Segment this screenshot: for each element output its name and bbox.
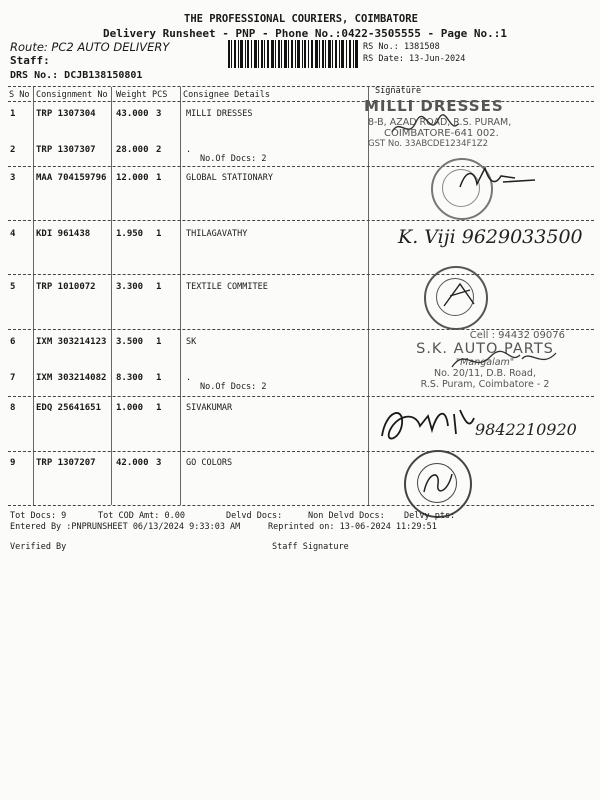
row-consignee: . [186,373,192,383]
row-consignment: IXM 303214082 [36,373,107,383]
delivered-docs: Delvd Docs: [226,511,283,521]
runsheet-title: Delivery Runsheet - PNP - Phone No.:0422-3505555 - Page No.:1 [103,27,507,40]
table-top-rule [8,86,594,87]
col-pcs: PCS [152,90,168,100]
row-sno: 8 [10,403,16,413]
row-consignment: MAA 704159796 [36,173,107,183]
stamp-city: COIMBATORE-641 002. [384,128,499,139]
row-weight: 1.950 [116,229,144,239]
row-sno: 9 [10,458,16,468]
row-consignee: . [186,145,192,155]
row-sno: 4 [10,229,16,239]
row-consignee: SIVAKUMAR [186,403,233,413]
table-bottom-rule [8,505,594,506]
row-consignment: KDI 961438 [36,229,91,239]
row-weight: 28.000 [116,145,149,155]
stamp-title: MILLI DRESSES [364,97,504,115]
row-consignment: TRP 1307304 [36,109,96,119]
signature-scribble [455,162,540,197]
handwritten-signature: K. Viji 9629033500 [398,226,583,248]
rs-date: RS Date: 13-Jun-2024 [363,54,466,64]
row-sno: 3 [10,173,16,183]
col-signature: Signature [375,86,422,96]
stamp-address: R.S. Puram, Coimbatore - 2 [420,379,550,390]
col-divider [368,87,369,505]
row-consignment: TRP 1010072 [36,282,96,292]
entered-by: Entered By :PNPRUNSHEET 06/13/2024 9:33:03 AM [10,522,241,532]
row-docs: No.Of Docs: 2 [200,154,267,164]
row-weight: 3.300 [116,282,144,292]
row-consignee: GO COLORS [186,458,233,468]
row-separator [8,451,594,452]
stamp-gst: GST No. 33ABCDE1234F1Z2 [368,139,489,149]
reprinted-on: Reprinted on: 13-06-2024 11:29:51 [268,522,437,532]
row-consignment: TRP 1307207 [36,458,96,468]
col-weight: Weight [116,90,147,100]
stamp-address: 8-B, AZAD ROAD, R.S. PURAM, [368,117,512,128]
row-sno: 1 [10,109,16,119]
row-pcs: 1 [156,173,162,183]
row-consignment: IXM 303214123 [36,337,107,347]
row-sno: 7 [10,373,16,383]
row-consignment: TRP 1307307 [36,145,96,155]
row-sno: 5 [10,282,16,292]
row-weight: 12.000 [116,173,149,183]
stamp-cell: Cell : 94432 09076 [469,330,565,341]
drs-number: DRS No.: DCJB138150801 [10,70,143,81]
stamp-title: S.K. AUTO PARTS [416,341,554,357]
company-title: THE PROFESSIONAL COURIERS, COIMBATORE [184,13,418,25]
row-pcs: 1 [156,282,162,292]
delivery-points: Delvy pts: [404,511,456,521]
row-pcs: 1 [156,373,162,383]
col-divider [180,87,181,505]
total-cod: Tot COD Amt: 0.00 [98,511,185,521]
row-pcs: 2 [156,145,162,155]
row-consignee: MILLI DRESSES [186,109,253,119]
row-weight: 3.500 [116,337,144,347]
stamp-address: No. 20/11, D.B. Road, [434,368,536,379]
row-consignee: GLOBAL STATIONARY [186,173,273,183]
signature-scribble [390,112,460,142]
row-sno: 2 [10,145,16,155]
row-consignee: THILAGAVATHY [186,229,248,239]
row-pcs: 3 [156,458,162,468]
signature-scribble [440,278,480,312]
non-delivered-docs: Non Delvd Docs: [308,511,385,521]
route-label: Route: PC2 AUTO DELIVERY [10,40,170,54]
row-docs: No.Of Docs: 2 [200,382,267,392]
row-pcs: 1 [156,337,162,347]
row-weight: 43.000 [116,109,149,119]
row-separator [8,396,594,397]
row-consignee: TEXTILE COMMITEE [186,282,268,292]
row-consignee: SK [186,337,197,347]
row-sno: 6 [10,337,16,347]
signature-scribble [418,462,458,502]
barcode [228,40,358,68]
row-pcs: 1 [156,229,162,239]
staff-label: Staff: [10,54,50,67]
verified-by: Verified By [10,542,67,552]
row-separator [8,220,594,221]
row-pcs: 3 [156,109,162,119]
col-sno: S No [9,90,30,100]
stamp-subtitle: "Mangalam" [455,357,515,368]
signature-scribble [376,400,476,448]
total-docs: Tot Docs: 9 [10,511,67,521]
row-consignment: EDQ 25641651 [36,403,102,413]
row-separator [8,274,594,275]
row-weight: 1.000 [116,403,144,413]
staff-signature: Staff Signature [272,542,349,552]
col-consignee: Consignee Details [183,90,270,100]
col-divider [111,87,112,505]
col-divider [33,87,34,505]
row-weight: 8.300 [116,373,144,383]
row-weight: 42.000 [116,458,149,468]
signature-scribble [450,345,560,375]
handwritten-phone: 9842210920 [475,420,577,439]
col-consignment: Consignment No [36,90,108,100]
row-pcs: 1 [156,403,162,413]
rs-number: RS No.: 1381508 [363,42,440,52]
